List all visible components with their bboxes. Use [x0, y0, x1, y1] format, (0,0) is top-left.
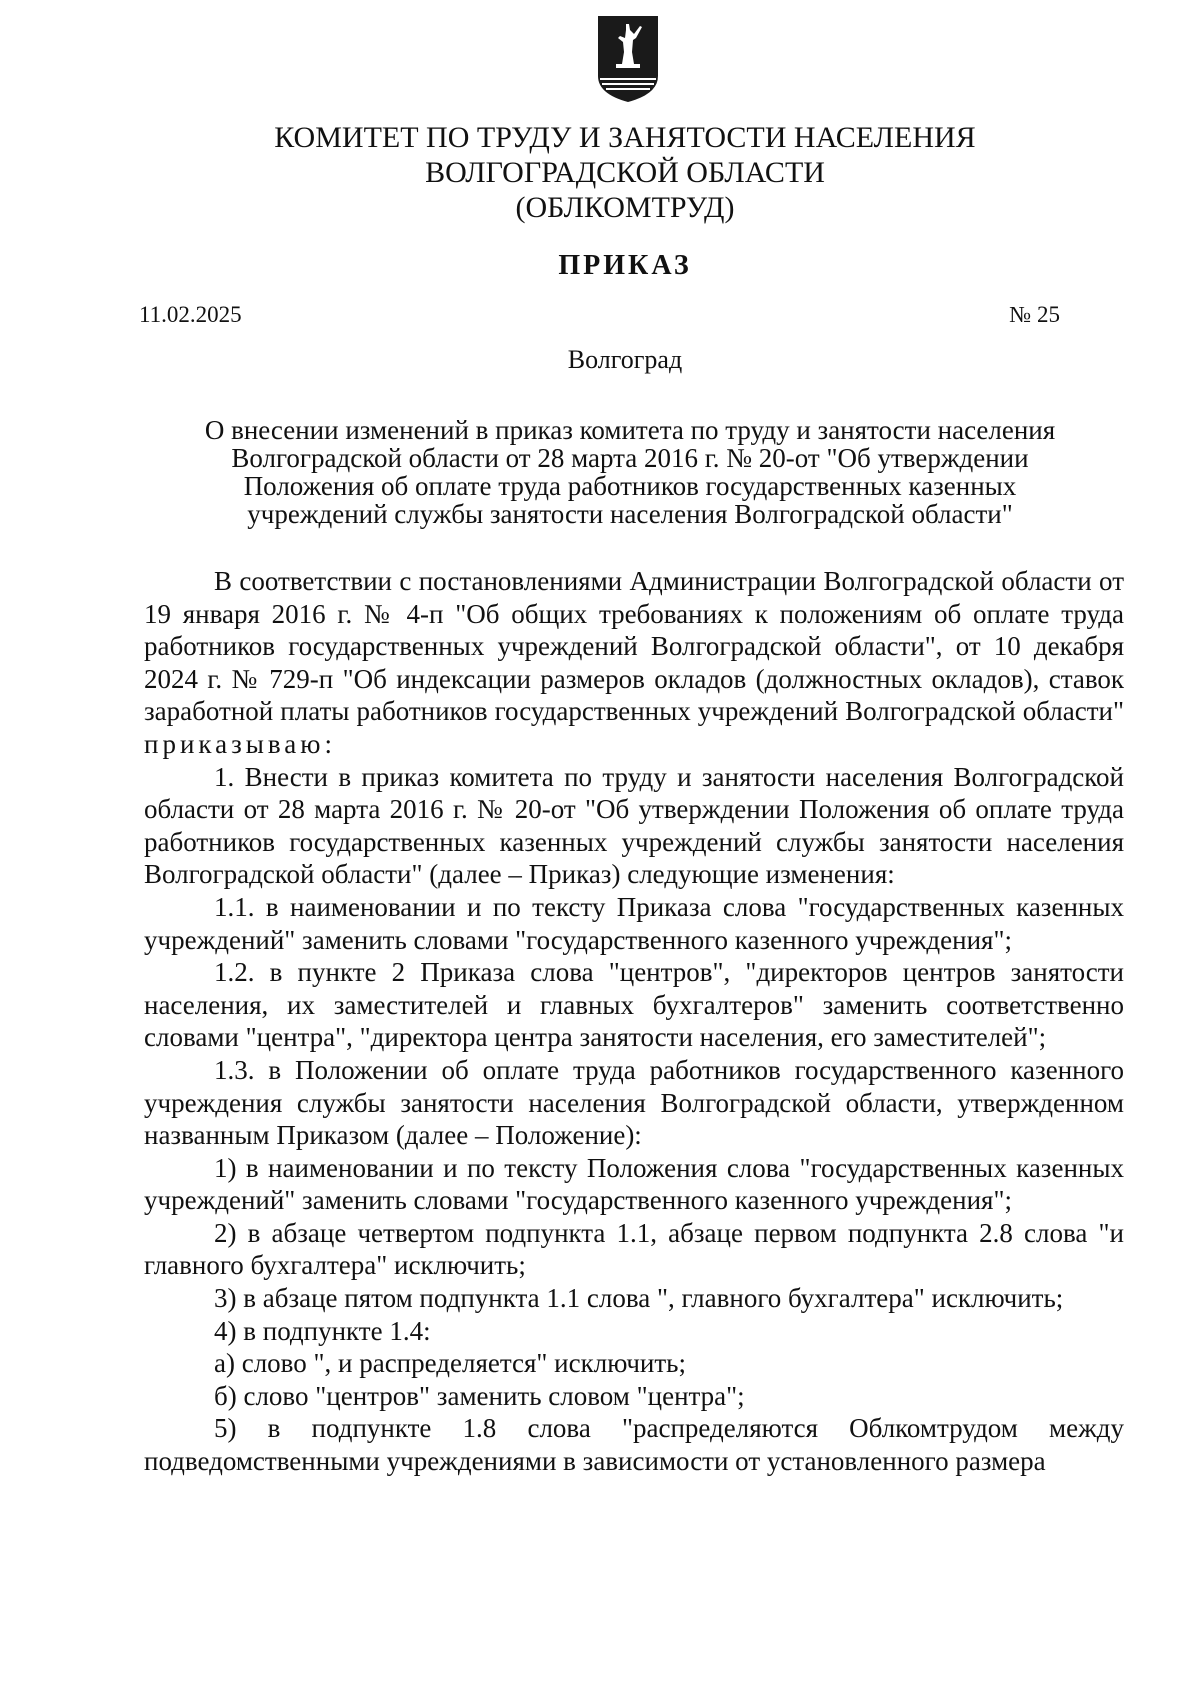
committee-line-2: ВОЛГОГРАДСКОЙ ОБЛАСТИ — [425, 156, 825, 189]
item-1-1: 1.1. в наименовании и по тексту Приказа слова "государственных казенных учреждений" заменить словами "государственного казенного учреждения"; — [144, 891, 1124, 955]
subject-line: О внесении изменений в приказ комитета по труду и занятости населения — [204, 415, 1056, 445]
subitem-3: 3) в абзаце пятом подпункта 1.1 слова ", главного бухгалтера" исключить; — [214, 1283, 1064, 1314]
city: Волгоград — [567, 345, 683, 374]
subject-line: Положения об оплате труда работников государственных казенных — [243, 471, 1017, 501]
order-subject — [180, 416, 1080, 528]
committee-header — [150, 120, 1100, 225]
item-1: 1. Внести в приказ комитета по труду и занятости населения Волгоградской области от 28 марта 2016 г. № 20-от "Об утверждении Положения об оплате труда работников государственных казенных учреждений службы занятости населения Волгоградской области" (далее – Приказ) следующие изменения: — [144, 761, 1124, 890]
item-1-2: 1.2. в пункте 2 Приказа слова "центров", "директоров центров занятости населения, их заместителей и главных бухгалтеров" заменить соответственно словами "центра", "директора центра занятости населения, его заместителей"; — [144, 957, 1124, 1053]
subject-line: Волгоградской области от 28 марта 2016 г. № 20-от "Об утверждении — [231, 443, 1029, 473]
order-body — [144, 565, 1124, 1478]
coat-of-arms-icon — [596, 14, 660, 104]
subitem-5: 5) в подпункте 1.8 слова "распределяются Облкомтрудом между подведомственными учреждениями в зависимости от установленного размера — [144, 1413, 1124, 1477]
committee-line-1: КОМИТЕТ ПО ТРУДУ И ЗАНЯТОСТИ НАСЕЛЕНИЯ — [274, 121, 976, 154]
preamble-paragraph — [144, 565, 1124, 761]
subitem-1: 1) в наименовании и по тексту Положения слова "государственных казенных учреждений" заменить словами "государственного казенного учреждения"; — [144, 1152, 1124, 1216]
committee-line-3: (ОБЛКОМТРУД) — [515, 191, 735, 224]
subitem-4a: а) слово ", и распределяется" исключить; — [214, 1348, 686, 1379]
order-number: № 25 — [1009, 302, 1060, 327]
order-date: 11.02.2025 — [139, 302, 242, 327]
item-1-3: 1.3. в Положении об оплате труда работников государственного казенного учреждения службы занятости населения Волгоградской области, утвержденном названным Приказом (далее – Положение): — [144, 1054, 1124, 1151]
subitem-4: 4) в подпункте 1.4: — [214, 1315, 431, 1346]
subject-line: учреждений службы занятости населения Волгоградской области" — [247, 499, 1013, 529]
preamble-text: В соответствии с постановлениями Администрации Волгоградской области от 19 января 2016 г. № 4-п "Об общих требованиях к положениям об оплате труда работников государственных учреждений Волгоградской области", от 10 декабря 2024 г. № 729-п "Об индексации размеров окладов (должностных окладов), ставок заработной платы работников государственных учреждений Волгоградской области" — [144, 566, 1124, 727]
subitem-2: 2) в абзаце четвертом подпункта 1.1, абзаце первом подпункта 2.8 слова "и главного бухгалтера" исключить; — [144, 1217, 1124, 1281]
document-type: ПРИКАЗ — [558, 250, 692, 281]
subitem-4b: б) слово "центров" заменить словом "центра"; — [214, 1380, 745, 1411]
preamble-order-word: приказываю: — [144, 728, 336, 759]
